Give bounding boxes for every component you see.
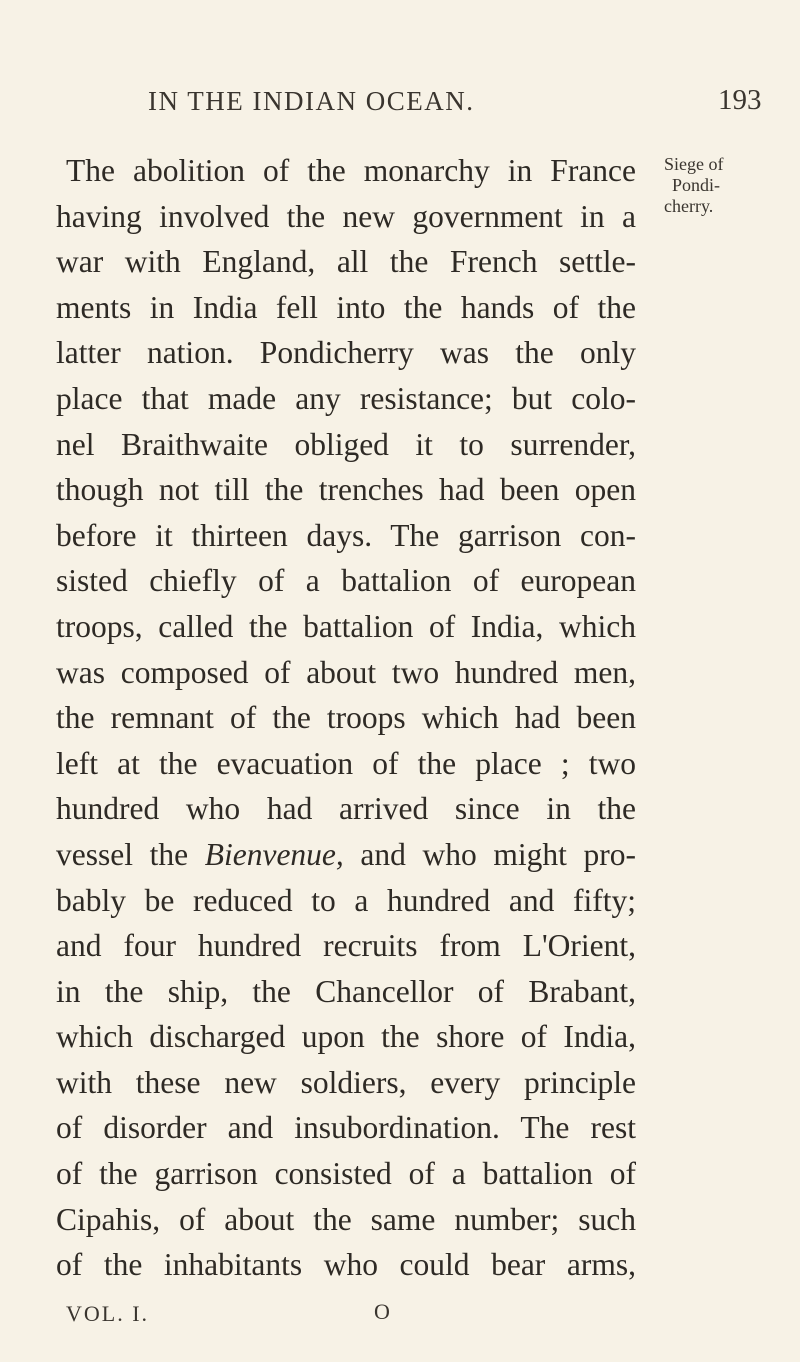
page-number: 193: [718, 84, 762, 116]
text-line: in the ship, the Chancellor of Brabant,: [56, 973, 636, 1009]
ship-name: Bienvenue,: [204, 836, 344, 872]
text-line: hundred who had arrived since in the: [56, 791, 636, 827]
text-line: before it thirteen days. The garrison con-: [56, 517, 636, 553]
text-line: nel Braithwaite obliged it to surrender,: [56, 426, 636, 462]
volume-label: VOL. I.: [66, 1301, 150, 1326]
text-line: though not till the trenches had been open: [56, 472, 636, 508]
text-line: place that made any resistance; but colo-: [56, 380, 636, 416]
running-title: IN THE INDIAN OCEAN.: [148, 86, 475, 116]
text-line: sisted chiefly of a battalion of european: [56, 563, 636, 599]
text-line: of disorder and insubordination. The rest: [56, 1110, 636, 1146]
text-line-end: and who might pro-: [343, 836, 637, 872]
text-line: troops, called the battalion of India, which: [56, 608, 636, 644]
text-line: left at the evacuation of the place ; two: [56, 745, 636, 781]
signature-mark: O: [374, 1299, 390, 1324]
margin-note: [664, 154, 794, 217]
margin-note-line: Pondi-: [672, 175, 721, 195]
text-line: [56, 832, 636, 878]
text-line-start: vessel the: [56, 836, 205, 872]
margin-note-line: cherry.: [664, 196, 714, 216]
text-line: which discharged upon the shore of India,: [56, 1019, 636, 1055]
text-line: The abolition of the monarchy in France: [66, 153, 636, 188]
text-line: war with England, all the French settle-: [56, 244, 636, 280]
text-line: of the garrison consisted of a battalion of: [56, 1156, 636, 1192]
margin-note-line: Siege of: [664, 154, 724, 174]
text-line: the remnant of the troops which had been: [56, 700, 636, 736]
text-line: with these new soldiers, every principle: [56, 1064, 636, 1100]
text-line: bably be reduced to a hundred and fifty;: [56, 882, 636, 918]
text-line: latter nation. Pondicherry was the only: [56, 335, 636, 371]
text-line: and four hundred recruits from L'Orient,: [56, 928, 636, 964]
text-line: was composed of about two hundred men,: [56, 654, 636, 690]
text-line: Cipahis, of about the same number; such: [56, 1201, 636, 1237]
text-line: ments in India fell into the hands of the: [56, 289, 636, 325]
body-text: [56, 148, 636, 1288]
text-line: of the inhabitants who could bear arms,: [56, 1247, 636, 1283]
text-line: having involved the new government in a: [56, 198, 636, 234]
